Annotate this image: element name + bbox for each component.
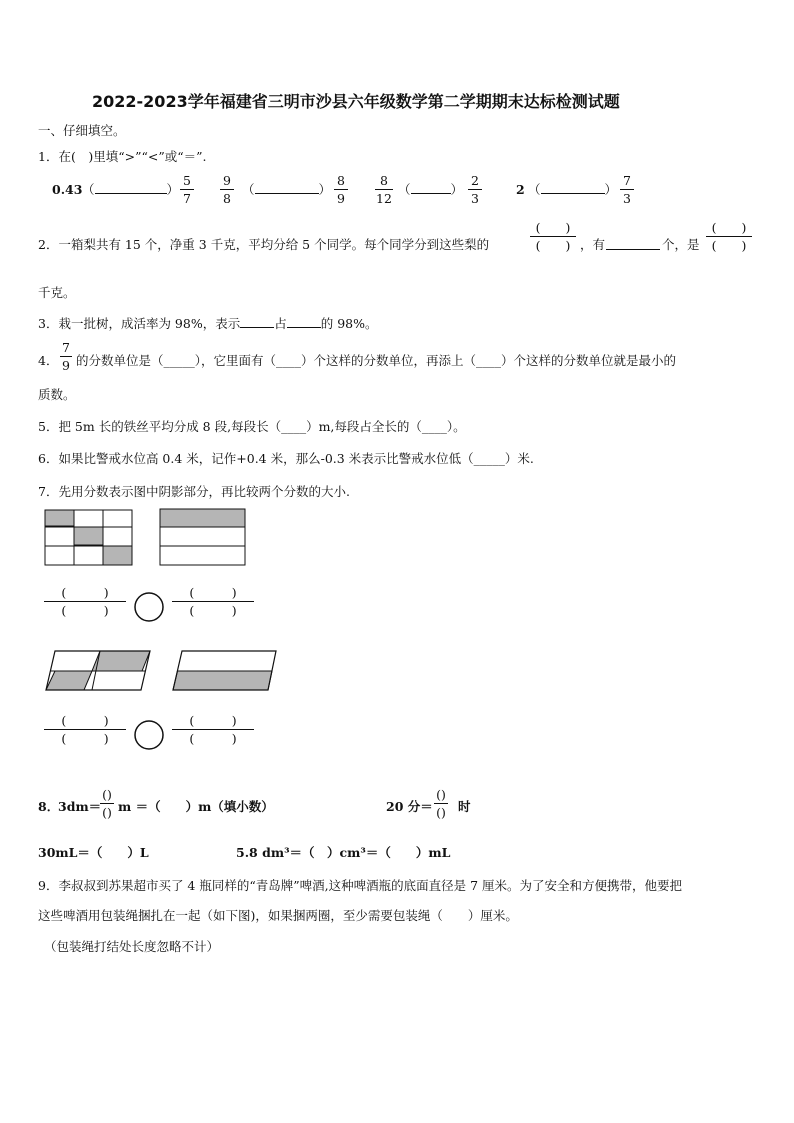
compare-circle [135, 721, 163, 749]
q3-part1: 3．栽一批树，成活率为 98%，表示 [38, 316, 241, 331]
question-9-text: 9．李叔叔到苏果超市买了 4 瓶同样的“青岛牌”啤酒,这种啤酒瓶的底面直径是 7 厘米。为了安全和方便携带，他要把 [38, 878, 683, 893]
section-heading: 一、仔细填空。 [38, 123, 126, 138]
parallelogram-figure-2 [173, 651, 276, 690]
blank-paren[interactable]: （ ） [398, 182, 464, 197]
answer-fraction[interactable]: ( ) ( ) [172, 585, 254, 618]
q3-part3: 的 98%。 [320, 316, 378, 331]
q8-d: 5.8 dm³＝（ ）cm³＝（ ）mL [236, 845, 451, 860]
q3-part2: 占 [274, 316, 287, 331]
question-2-text: 2．一箱梨共有 15 个，净重 3 千克，平均分给 5 个同学。每个同学分到这些梨的 [38, 237, 490, 252]
question-9-text-b: 这些啤酒用包装绳捆扎在一起（如下图)，如果捆两圈，至少需要包装绳（ ）厘米。 [38, 908, 518, 923]
strip-figure [160, 509, 245, 565]
question-1-text: 1．在( )里填“>”“<”或“＝”. [38, 149, 207, 164]
question-8-number: 8． [38, 799, 60, 814]
question-5-text: 5．把 5m 长的铁丝平均分成 8 段,每段长（____）m,每段占全长的（____）。 [38, 419, 466, 434]
q8-b-left: 20 分＝ [386, 799, 433, 814]
answer-fraction[interactable]: ( ) ( ) [530, 220, 576, 253]
fraction-7-3: 7 3 [620, 173, 634, 206]
question-4-text-b: 质数。 [38, 387, 76, 402]
fraction-8-9: 8 9 [334, 173, 348, 206]
answer-fraction[interactable]: ( ) ( ) [706, 220, 752, 253]
blank-paren[interactable]: （ ） [82, 182, 180, 197]
blank-paren[interactable]: （ ） [242, 182, 332, 197]
q8-b-right: 时 [458, 799, 471, 814]
fraction-7-9: 7 9 [60, 340, 72, 373]
fraction-5-7: 5 7 [180, 173, 194, 206]
question-6-text: 6．如果比警戒水位高 0.4 米，记作+0.4 米，那么-0.3 米表示比警戒水位低（_____）米. [38, 451, 534, 466]
q8-a-left: 3dm＝ [58, 799, 102, 814]
answer-fraction[interactable]: ( ) ( ) [172, 713, 254, 746]
fraction-9-8: 9 8 [220, 173, 234, 206]
blank-paren[interactable]: （ ） [528, 182, 618, 197]
answer-fraction[interactable]: ( ) ( ) [44, 585, 126, 618]
question-7-text: 7．先用分数表示图中阴影部分，再比较两个分数的大小. [38, 484, 350, 499]
q8-c: 30mL＝（ ）L [38, 845, 149, 860]
answer-fraction[interactable]: ( ) ( ) [44, 713, 126, 746]
question-2-text-c: 个，是 [662, 237, 700, 252]
fraction-8-12: 8 12 [376, 173, 392, 206]
question-4-number: 4． [38, 353, 59, 368]
q8-a-mid: m ＝（ ）m（填小数） [118, 799, 274, 814]
question-4-text: 的分数单位是（_____），它里面有（____）个这样的分数单位，再添上（____）个这样的分数单位就是最小的 [76, 353, 677, 368]
fraction-2-3: 2 3 [468, 173, 482, 206]
parallelogram-figure [46, 651, 150, 690]
value-0-43: 0.43 [52, 182, 83, 197]
value-2: 2 [516, 182, 525, 197]
question-2-text-b: ，有 [580, 237, 606, 252]
answer-fraction[interactable]: () () [100, 787, 114, 820]
grid-figure [45, 510, 132, 565]
answer-fraction[interactable]: () () [434, 787, 448, 820]
question-2-text-d: 千克。 [38, 285, 76, 300]
question-9-note: （包装绳打结处长度忽略不计） [44, 939, 220, 954]
page-title: 2022-2023学年福建省三明市沙县六年级数学第二学期期末达标检测试题 [92, 92, 620, 111]
compare-circle [135, 593, 163, 621]
